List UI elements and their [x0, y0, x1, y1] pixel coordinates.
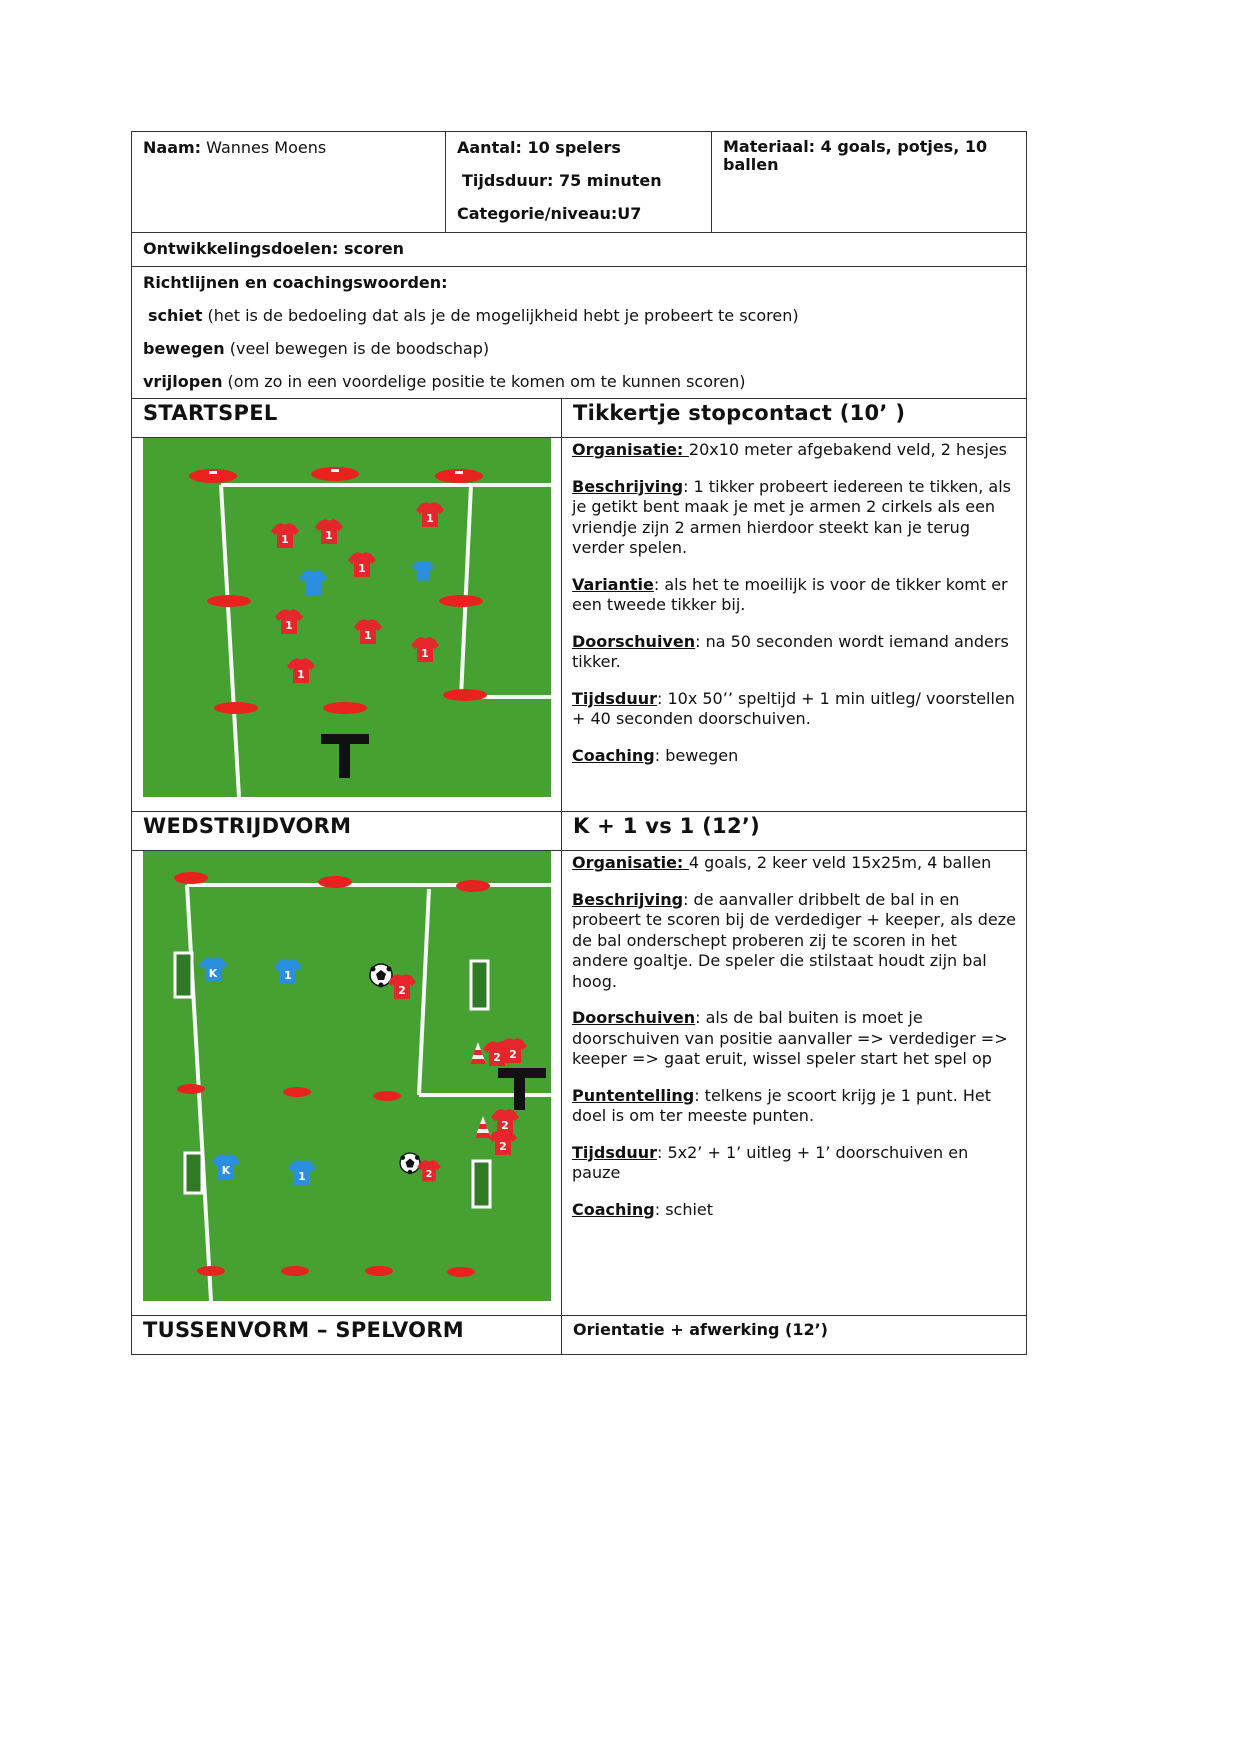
- name-label: Naam:: [143, 138, 202, 157]
- wedstrijdvorm-diagram: [143, 851, 551, 1301]
- richtlijn-item: [143, 306, 1015, 326]
- section-title: Tikkertje stopcontact (10’ ): [573, 401, 906, 425]
- svg-text:2: 2: [493, 1051, 501, 1064]
- categorie-text: Categorie/niveau:U7: [457, 204, 642, 223]
- detail-tijdsduur: Tijdsduur: 5x2’ + 1’ uitleg + 1’ doorschuiven en pauze: [572, 1142, 969, 1182]
- keeper-letter: K: [221, 1164, 231, 1177]
- name-value: Wannes Moens: [206, 138, 327, 157]
- detail-beschrijving: Beschrijving: 1 tikker probeert iedereen te tikken, als je getikt bent maak je met je armen 2 cirkels als een vriendje zijn 2 armen hierdoor steekt kan je terug verder spelen.: [572, 476, 1011, 557]
- detail-coaching: Coaching: bewegen: [572, 745, 739, 765]
- richtlijn-word: bewegen: [143, 339, 225, 358]
- detail-variantie: Variantie: als het te moeilijk is voor de tikker komt er een tweede tikker bij.: [572, 574, 1008, 614]
- svg-text:2: 2: [499, 1140, 507, 1153]
- shirt-number: 1: [285, 619, 293, 632]
- section-label: TUSSENVORM – SPELVORM: [143, 1318, 464, 1342]
- materiaal-cell: [712, 132, 1026, 180]
- detail-beschrijving: Beschrijving: de aanvaller dribbelt de bal in en probeert te scoren bij de verdediger + keeper, als deze de bal onderschept proberen zij te scoren in het andere goaltje. De speler die stilstaat houdt zijn bal hoog.: [572, 889, 1017, 991]
- defender-number: 1: [284, 969, 292, 982]
- section-label: STARTSPEL: [143, 401, 278, 425]
- shirt-number: 1: [297, 668, 305, 681]
- shirt-number: 1: [364, 629, 372, 642]
- shirt-number: 1: [281, 533, 289, 546]
- shirt-number: 1: [358, 562, 366, 575]
- richtlijn-item: [143, 372, 1015, 392]
- svg-text:2: 2: [501, 1119, 509, 1132]
- aantal-text: Aantal: 10 spelers: [457, 138, 621, 157]
- richtlijnen-title: Richtlijnen en coachingswoorden:: [143, 273, 448, 292]
- richtlijnen-cell: [132, 267, 1026, 398]
- detail-coaching: Coaching: schiet: [572, 1199, 714, 1219]
- detail-organisatie: Organisatie: 4 goals, 2 keer veld 15x25m, 4 ballen: [572, 853, 992, 872]
- attacker-number: 2: [425, 1168, 433, 1180]
- tijdsduur-text: Tijdsduur: 75 minuten: [462, 171, 662, 190]
- shirt-number: 1: [426, 512, 434, 525]
- svg-text:2: 2: [509, 1048, 517, 1061]
- richtlijn-word: vrijlopen: [143, 372, 223, 391]
- detail-tijdsduur: Tijdsduur: 10x 50’’ speltijd + 1 min uitleg/ voorstellen + 40 seconden doorschuiven.: [572, 688, 1015, 728]
- shirt-number: 1: [325, 529, 333, 542]
- detail-doorschuiven: Doorschuiven: als de bal buiten is moet je doorschuiven van positie aanvaller => verdediger => keeper => gaat eruit, wissel speler start het spel op: [572, 1008, 1008, 1068]
- shirt-number: 1: [421, 647, 429, 660]
- doelen-text: Ontwikkelingsdoelen: scoren: [143, 239, 405, 258]
- doelen-cell: [132, 233, 1026, 265]
- wedstrijdvorm-details: [562, 852, 1026, 1237]
- richtlijn-item: [143, 339, 1015, 359]
- richtlijn-text: (veel bewegen is de boodschap): [224, 339, 490, 358]
- detail-puntentelling: Puntentelling: telkens je scoort krijg je 1 punt. Het doel is om ter meeste punten.: [572, 1085, 992, 1125]
- keeper-letter: K: [208, 967, 218, 980]
- section-label: WEDSTRIJDVORM: [143, 814, 352, 838]
- richtlijn-text: (het is de bedoeling dat als je de mogelijkheid hebt je probeert te scoren): [202, 306, 799, 325]
- defender-number: 1: [298, 1170, 306, 1183]
- field: [143, 851, 551, 1301]
- startspel-details: [562, 439, 1026, 783]
- startspel-diagram: [143, 438, 551, 797]
- group-cell: [446, 132, 711, 230]
- detail-doorschuiven: Doorschuiven: na 50 seconden wordt iemand anders tikker.: [572, 631, 1009, 671]
- section-title: Orientatie + afwerking (12’): [573, 1320, 828, 1339]
- name-cell: [132, 132, 445, 164]
- richtlijn-word: schiet: [148, 306, 203, 325]
- materiaal-text: Materiaal: 4 goals, potjes, 10 ballen: [723, 137, 988, 174]
- detail-organisatie: Organisatie: 20x10 meter afgebakend veld, 2 hesjes: [572, 440, 1007, 459]
- richtlijn-text: (om zo in een voordelige positie te komen om te kunnen scoren): [222, 372, 746, 391]
- section-title: K + 1 vs 1 (12’): [573, 814, 761, 838]
- attacker-number: 2: [398, 984, 406, 997]
